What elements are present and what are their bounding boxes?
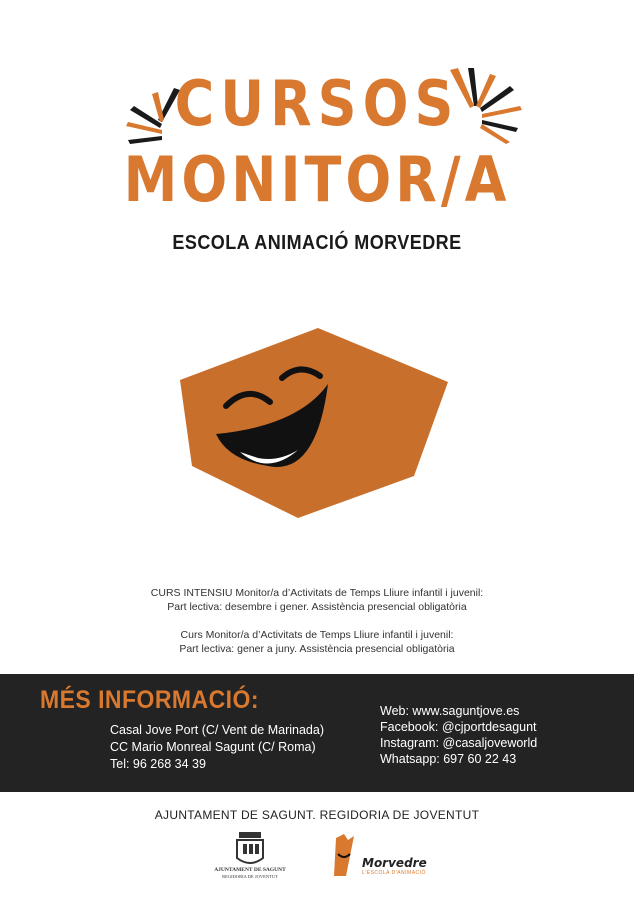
page-title-line2: MONITOR/A [123, 143, 511, 216]
regular-course-schedule: Part lectiva: gener a juny. Assistència presencial obligatòria [179, 643, 455, 655]
facebook-link[interactable]: Facebook: @cjportdesagunt [380, 720, 537, 734]
ajuntament-name: AJUNTAMENT DE SAGUNT [214, 867, 286, 873]
info-heading: MÉS INFORMACIÓ: [40, 686, 260, 714]
address-sagunt: CC Mario Monreal Sagunt (C/ Roma) [110, 740, 316, 754]
school-name: ESCOLA ANIMACIÓ MORVEDRE [172, 232, 462, 254]
ajuntament-sub: REGIDORIA DE JOVENTUT [222, 874, 278, 879]
laughing-mask-icon [178, 326, 450, 520]
address-port: Casal Jove Port (C/ Vent de Marinada) [110, 723, 324, 737]
morvedre-sub: L'ESCOLA D'ANIMACIÓ [362, 870, 426, 876]
regular-course-title: Curs Monitor/a d’Activitats de Temps Lliure infantil i juvenil: [180, 629, 454, 641]
page-title-line1: CURSOS [174, 67, 460, 140]
phone-number: Tel: 96 268 34 39 [110, 757, 206, 771]
intensive-course-info [0, 586, 634, 614]
morvedre-name: Morvedre [362, 856, 427, 870]
web-link[interactable]: Web: www.saguntjove.es [380, 704, 520, 718]
regular-course-info [0, 628, 634, 656]
intensive-course-title: CURS INTENSIU Monitor/a d’Activitats de Temps Lliure infantil i juvenil: [150, 587, 484, 599]
intensive-course-schedule: Part lectiva: desembre i gener. Assistència presencial obligatòria [167, 601, 467, 613]
footer-credit: AJUNTAMENT DE SAGUNT. REGIDORIA DE JOVENTUT [154, 808, 480, 822]
whatsapp-contact: Whatsapp: 697 60 22 43 [380, 752, 517, 766]
instagram-link[interactable]: Instagram: @casaljoveworld [380, 736, 538, 750]
